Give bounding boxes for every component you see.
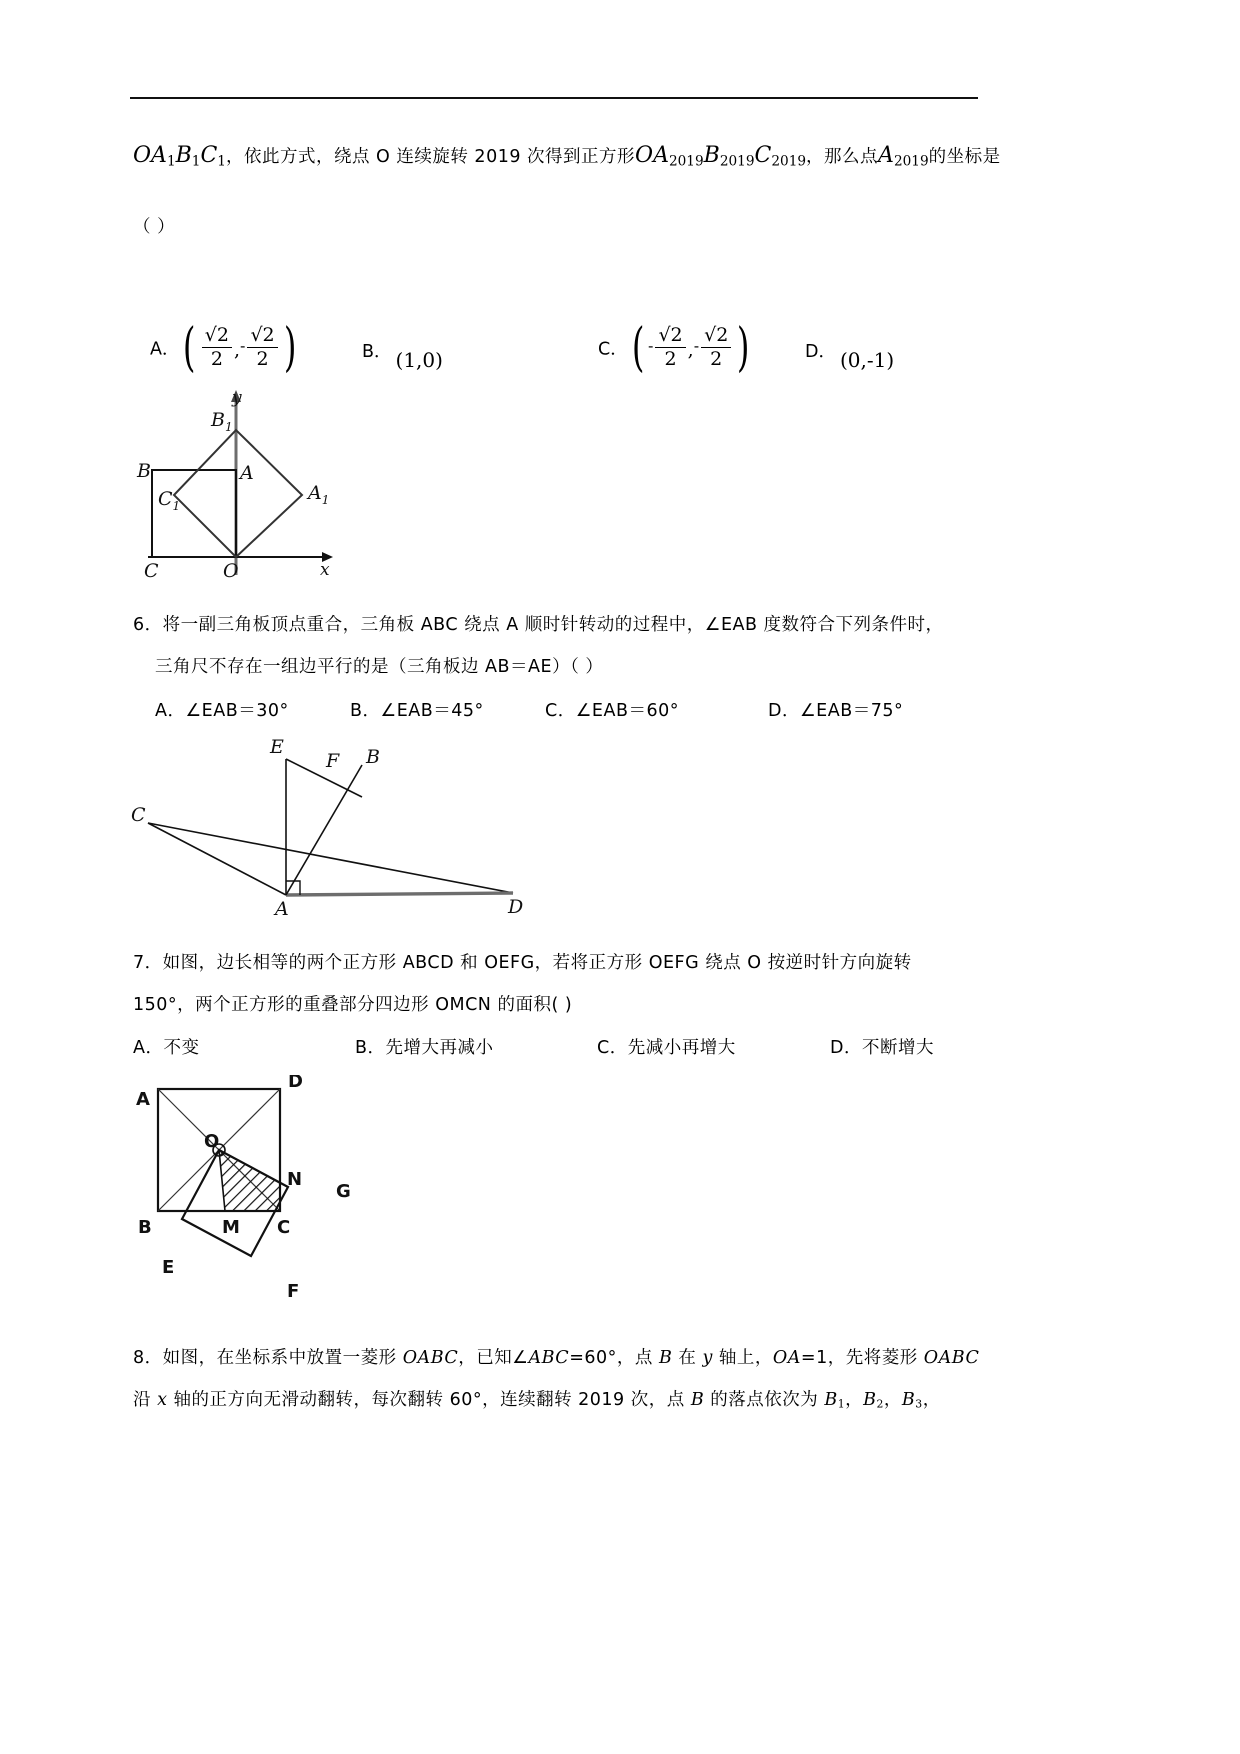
q7-figure-label-F: F	[287, 1281, 300, 1302]
comma: ,	[687, 339, 694, 362]
q7-line1: 如图，边长相等的两个正方形 ABCD 和 OEFG，若将正方形 OEFG 绕点 O 按逆时针方向旋转	[162, 953, 912, 973]
left-paren-icon: (	[631, 317, 645, 378]
q6-figure	[130, 735, 550, 915]
q7-figure-label-E: E	[162, 1257, 175, 1278]
q5-option-d-value: (0,‑1)	[839, 348, 895, 372]
q5-stem-text-2: ，那么点	[806, 147, 879, 167]
q5-option-c-x: $\frac{√2}{2}$	[655, 325, 685, 371]
q7-number-and-line1	[133, 955, 912, 973]
q5-figure-label-O: O	[223, 560, 239, 582]
q5-figure-label-B1: $B_1$	[211, 409, 233, 434]
q6-figure-label-B: B	[366, 746, 380, 768]
q7-figure-label-D: D	[288, 1075, 303, 1092]
q6-line1: 将一副三角板顶点重合，三角板 ABC 绕点 A 顺时针转动的过程中，∠EAB 度数符合下列条件时，	[162, 615, 944, 635]
q7-option-b[interactable]: B．先增大再减小	[355, 1038, 494, 1058]
q5-square-label-2: $OA_{2019}B_{2019}C_{2019}$	[635, 143, 807, 170]
q5-option-c-y: $\frac{√2}{2}$	[701, 325, 731, 371]
right-paren-icon: )	[737, 317, 750, 378]
q6-figure-label-D: D	[508, 896, 524, 915]
q6-figure-label-E: E	[270, 736, 284, 758]
q5-option-a-y: $\frac{√2}{2}$	[247, 325, 277, 371]
q8-line1: 8．如图，在坐标系中放置一菱形 OABC，已知∠ABC=60°，点 B 在 y 轴上，OA=1，先将菱形 OABC	[133, 1348, 980, 1368]
q7-number: 7．	[133, 953, 163, 973]
q8-number: 8．	[133, 1348, 163, 1368]
segment-AD	[286, 893, 513, 895]
q5-stem-text-1: ，依此方式，绕点 O 连续旋转 2019 次得到正方形	[225, 147, 636, 167]
left-paren-icon: (	[183, 317, 196, 378]
q6-option-b[interactable]: B．∠EAB＝45°	[350, 701, 484, 721]
segment-AB	[286, 765, 362, 895]
q6-option-a[interactable]: A．∠EAB＝30°	[155, 701, 289, 721]
q5-square-label-1: $OA_1B_1C_1$	[133, 143, 226, 170]
segment-CD	[148, 823, 513, 893]
q6-number-and-line1	[133, 617, 944, 635]
q5-option-d[interactable]	[805, 337, 894, 372]
q5-option-a-x: $\frac{√2}{2}$	[202, 325, 232, 371]
q5-option-a[interactable]	[150, 317, 300, 378]
q7-figure-label-A: A	[136, 1089, 150, 1110]
q5-option-a-y-sign: -	[240, 337, 246, 356]
q5-answer-blank: （ ）	[133, 217, 176, 237]
q6-figure-label-C: C	[131, 804, 146, 826]
q5-option-c[interactable]	[598, 317, 754, 378]
q7-figure-label-N: N	[287, 1169, 303, 1190]
q7-option-c[interactable]: C．先减小再增大	[597, 1038, 736, 1058]
q7-figure-label-B: B	[138, 1217, 152, 1238]
q5-option-d-letter: D．	[805, 342, 836, 362]
right-paren-icon: )	[283, 317, 297, 378]
q6-figure-label-F: F	[326, 750, 340, 772]
q5-figure-label-C1: $C_1$	[158, 488, 181, 513]
q7-figure-label-C: C	[277, 1217, 291, 1238]
q7-figure	[130, 1075, 430, 1315]
segment-EB	[286, 759, 362, 797]
q7-line2: 150°，两个正方形的重叠部分四边形 OMCN 的面积( )	[133, 995, 573, 1015]
q6-line2: 三角尺不存在一组边平行的是（三角板边 AB＝AE）（ ）	[155, 657, 604, 677]
q5-option-a-letter: A．	[150, 339, 180, 360]
q7-option-d[interactable]: D．不断增大	[830, 1038, 934, 1058]
q6-figure-label-A: A	[275, 898, 289, 915]
q5-point-label: $A_{2019}$	[878, 143, 929, 170]
q8-line2: 沿 x 轴的正方向无滑动翻转，每次翻转 60°，连续翻转 2019 次，点 B 的落点依次为 $B_1$，$B_2$，$B_3$，	[133, 1390, 941, 1411]
q6-option-c[interactable]: C．∠EAB＝60°	[545, 701, 679, 721]
q6-number: 6．	[133, 615, 163, 635]
q5-stem-text-3: 的坐标是	[928, 147, 1001, 167]
q5-option-c-letter: C．	[598, 339, 628, 360]
q5-figure-label-B: B	[137, 460, 151, 482]
q5-option-c-x-sign: -	[648, 337, 654, 356]
q5-figure-axis-y-label: y	[232, 388, 242, 408]
overlap-quadrilateral-OMCN	[219, 1150, 280, 1211]
q7-figure-label-M: M	[222, 1217, 240, 1238]
q5-option-b[interactable]	[362, 337, 443, 372]
q5-figure-axis-x-label: x	[320, 560, 330, 580]
square-OA1B1C1	[174, 430, 302, 557]
q5-option-b-value: (1,0)	[395, 348, 443, 372]
q5-stem-line1	[133, 143, 1001, 169]
q7-figure-label-G: G	[336, 1181, 351, 1202]
q5-figure-label-C: C	[144, 560, 159, 582]
q5-option-b-letter: B．	[362, 342, 392, 362]
q5-option-c-y-sign: -	[693, 337, 700, 356]
header-divider	[130, 97, 978, 99]
comma: ,	[233, 339, 241, 362]
segment-CA	[148, 823, 286, 895]
q7-figure-label-O: O	[204, 1131, 220, 1152]
q5-figure-label-A: A	[240, 462, 254, 484]
q7-option-a[interactable]: A．不变	[133, 1038, 200, 1058]
q5-figure-label-A1: $A_1$	[308, 482, 330, 507]
q5-figure	[130, 385, 360, 585]
q6-option-d[interactable]: D．∠EAB＝75°	[768, 701, 904, 721]
